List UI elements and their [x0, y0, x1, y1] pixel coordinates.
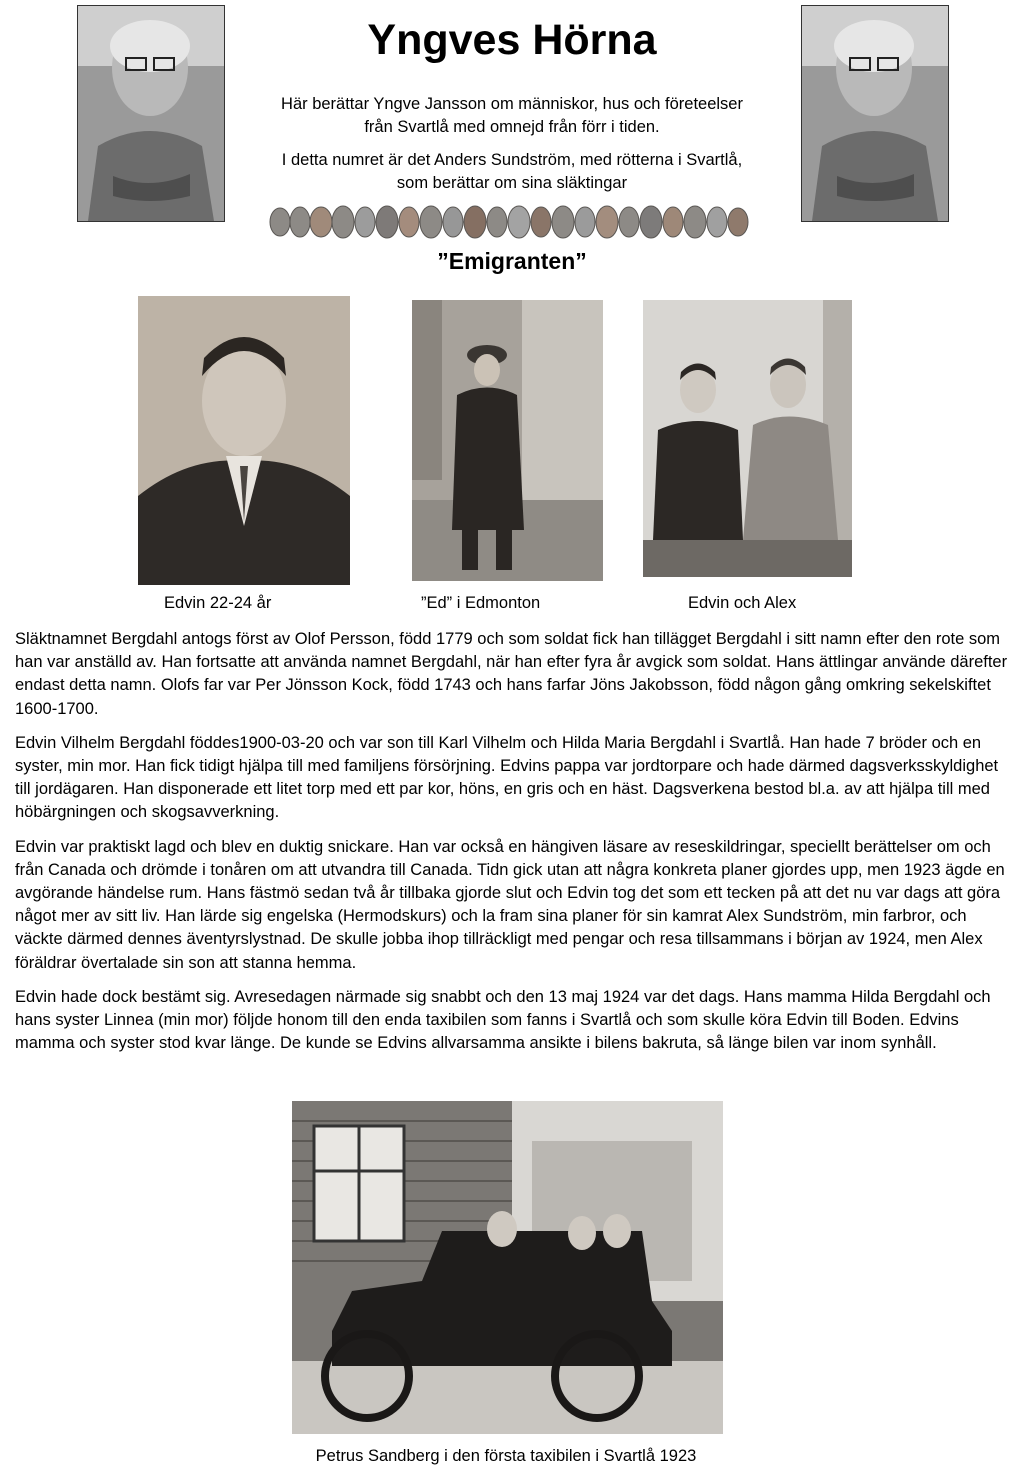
caption-photo-3: Edvin och Alex	[688, 594, 797, 612]
article-subtitle: ”Emigranten”	[437, 248, 587, 274]
caption-photo-1: Edvin 22-24 år	[164, 594, 272, 612]
photo-edvin-portrait	[138, 296, 350, 585]
intro-subtext: I detta numret är det Anders Sundström, med rötterna i Svartlå, som berättar om sina släktingar	[281, 151, 743, 192]
article-body	[15, 628, 1013, 1066]
paragraph: Släktnamnet Bergdahl antogs först av Olof Persson, född 1779 och som soldat fick han tillägget Bergdahl i sitt namn efter den rote som han var anställd av. Han fortsatte att använda namnet Bergdahl, när han efter fyra år avgick som soldat. Hans ättlingar använde därefter endast detta namn. Olofs far var Per Jönsson Kock, född 1743 och hans farfar Jöns Jakobsson, född någon gång omkring sekelskiftet 1600-1700.	[15, 630, 1008, 718]
paragraph: Edvin hade dock bestämt sig. Avresedagen närmade sig snabbt och den 13 maj 1924 var det dags. Hans mamma Hilda Bergdahl och hans syster Linnea (min mor) följde honom till den enda taxibilen som fanns i Svartlå och som skulle köra Edvin till Boden. Edvins mamma och syster stod kvar länge. De kunde se Edvins allvarsamma ansikte i bilens bakruta, så länge bilen var inom synhåll.	[15, 987, 991, 1053]
photo-ed-edmonton	[412, 300, 603, 581]
photo-edvin-and-alex	[643, 300, 852, 577]
author-portrait-left	[77, 5, 225, 222]
caption-photo-4: Petrus Sandberg i den första taxibilen i Svartlå 1923	[315, 1447, 697, 1465]
paragraph: Edvin Vilhelm Bergdahl föddes1900-03-20 och var son till Karl Vilhelm och Hilda Maria Bergdahl i Svartlå. Han hade 7 bröder och en syster, min mor. Han fick tidigt hjälpa till med familjens försörjning. Edvins pappa var jordtorpare och hade därmed dagsverksskyldighet till jordägaren. Han disponerade ett litet torp med ett par kor, höns, en gris och en häst. Dagsverkena bestod bl.a. av att hjälpa till med höbärgningen och skogsavverkning.	[15, 733, 999, 822]
caption-photo-2: ”Ed” i Edmonton	[421, 594, 541, 612]
author-portrait-right	[801, 5, 949, 222]
photo-first-taxi	[292, 1101, 723, 1434]
paragraph: Edvin var praktiskt lagd och blev en duktig snickare. Han var också en hängiven läsare av reseskildringar, speciellt berättelser om och från Canada och drömde i tonåren om att utvandra till Canada. Tidn gick utan att några konkreta planer gjordes upp, men 1923 ägde en avgörande händelse rum. Hans fästmö sedan två år tillbaka gjorde slut och Edvin tog det som ett tecken på att det nu var dags att göra något mer av sitt liv. Han lärde sig engelska (Hermodskurs) och la fram sina planer för sin kamrat Alex Sundström, min farbror, och väckte därmed dennes äventyrslystnad. De skulle jobba ihop tillräckligt med pengar och resa tillsammans i början av 1924, men Alex föräldrar övertalade sin son att stanna hemma.	[15, 837, 1005, 972]
page-title: Yngves Hörna	[367, 16, 657, 64]
intro-text: Här berättar Yngve Jansson om människor, hus och företeelser från Svartlå med omnejd från förr i tiden.	[281, 95, 743, 136]
stone-divider	[268, 204, 756, 240]
